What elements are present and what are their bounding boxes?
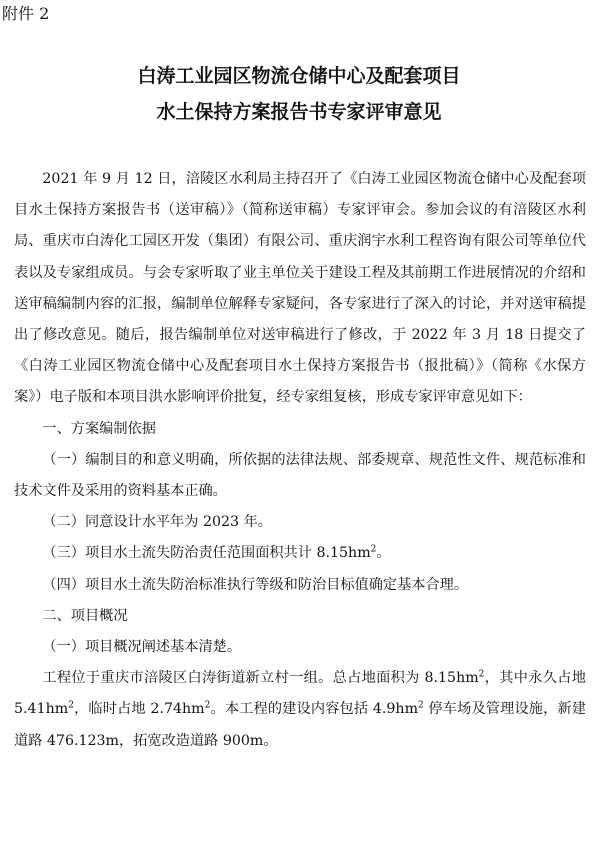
attachment-label: 附件 2 [2,4,50,23]
section-1-heading: 一、方案编制依据 [42,420,156,437]
item-3-superscript: 2 [370,544,377,555]
overview-text-d: 。本工程的建设内容包括 4.9hm [210,701,419,718]
section-1-item-4: （四）项目水土流失防治标准执行等级和防治目标值确定基本合理。 [42,576,469,593]
overview-text-a: 工程位于重庆市涪陵区白涛街道新立村一组。总占地面积为 8.15hm [42,670,479,687]
section-1-item-1: （一）编制目的和意义明确，所依据的法律法规、部委规章、规范性文件、规范标准和技术文件及采用的资料基本正确。 [14,451,586,500]
overview-text-e: 停车场及管理设施，新建道路 476.123m，拓宽改造道路 900m。 [14,701,586,749]
section-1-item-3 [14,538,586,569]
section-2-heading: 二、项目概况 [42,607,128,624]
section-1-item-2: （二）同意设计水平年为 2023 年。 [42,514,272,531]
document-body [14,164,586,757]
overview-superscript-4: 2 [418,700,424,711]
overview-superscript-2: 2 [68,700,74,711]
document-title-line-2: 水土保持方案报告书专家评审意见 [156,101,442,123]
overview-superscript-3: 2 [204,700,211,711]
overview-text-c: ，临时占地 2.74hm [73,701,205,718]
overview-text-b: ，其中永久占地 5.41hm [14,670,586,718]
overview-superscript-1: 2 [478,669,485,680]
section-2-item-1: （一）项目概况阐述基本清楚。 [42,639,242,656]
item-3-text: （三）项目水土流失防治责任范围面积共计 8.15hm [42,545,371,562]
item-3-end: 。 [376,545,391,562]
intro-paragraph: 2021 年 9 月 12 日，涪陵区水利局主持召开了《白涛工业园区物流仓储中心及配套项目水土保持方案报告书（送审稿）》（简称送审稿）专家评审会。参加会议的有涪陵区水利局、重庆市白涛化工园区开发（集团）有限公司、重庆润宇水利工程咨询有限公司等单位代表以及专家组成员。与会专家听取了业主单位关于建设工程及其前期工作进展情况的介绍和送审稿编制内容的汇报，编制单位解释专家疑问，各专家进行了深入的讨论，并对送审稿提出了修改意见。随后，报告编制单位对送审稿进行了修改，于 2022 年 3 月 18 日提交了《白涛工业园区物流仓储中心及配套项目水土保持方案报告书（报批稿）》（简称《水保方案》）电子版和本项目洪水影响评价批复，经专家组复核，形成专家评审意见如下： [14,171,586,406]
overview-paragraph [14,663,586,757]
document-title-line-1: 白涛工业园区物流仓储中心及配套项目 [137,65,461,87]
